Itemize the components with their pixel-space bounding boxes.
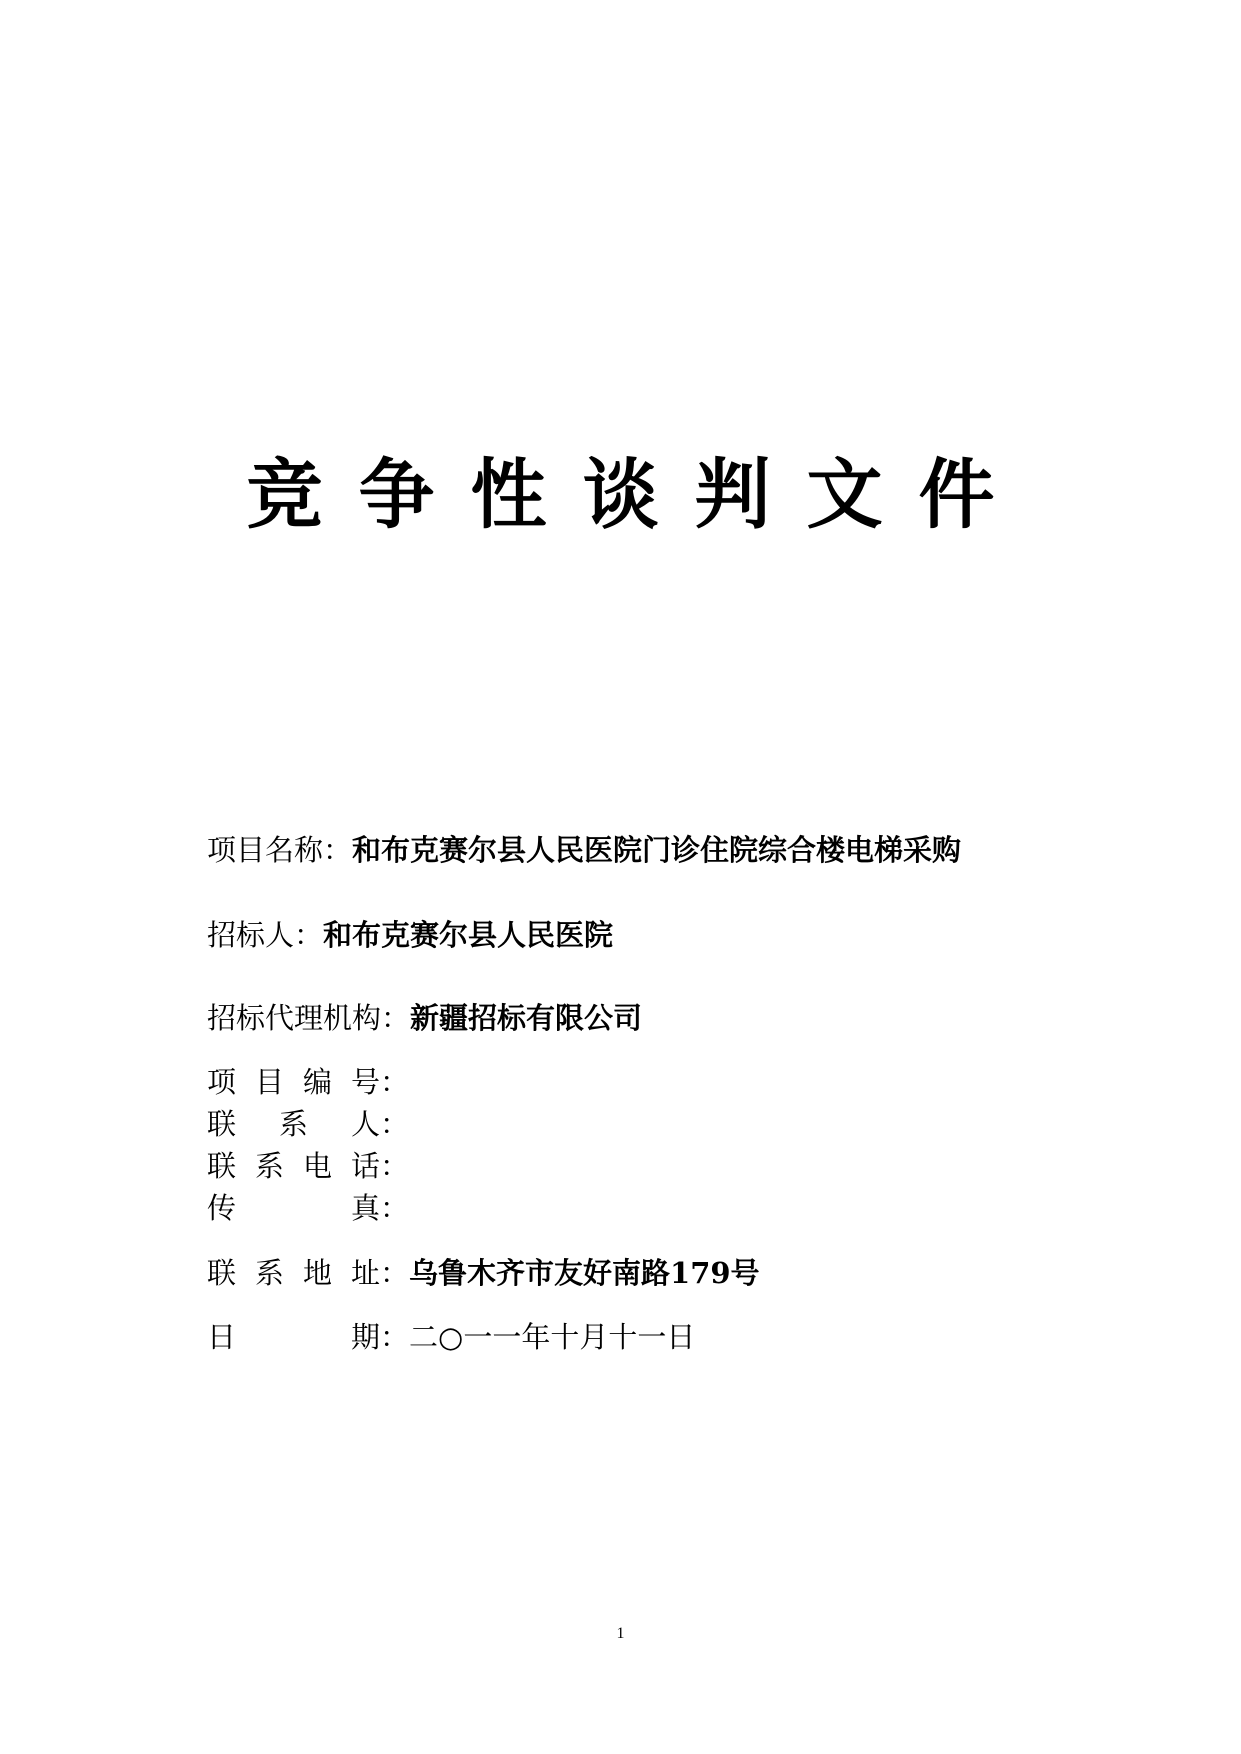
tenderer-value: 和布克赛尔县人民医院 <box>323 918 614 952</box>
fax-colon: ： <box>380 1191 410 1225</box>
address-colon: ： <box>380 1256 410 1290</box>
date-line <box>207 1317 1107 1357</box>
date-label: 日期 <box>207 1320 380 1354</box>
contact-phone-label: 联系电话 <box>207 1149 380 1183</box>
page-number: 1 <box>616 1625 625 1642</box>
agency-line <box>207 998 1107 1038</box>
title-char: 性 <box>470 450 547 539</box>
agency-label: 招标代理机构： <box>207 1001 411 1035</box>
address-value: 乌鲁木齐市友好南路179号 <box>409 1256 760 1290</box>
address-line <box>207 1253 1107 1293</box>
title-char: 文 <box>806 450 883 539</box>
tenderer-label: 招标人： <box>207 918 324 952</box>
tenderer-line <box>207 915 1107 955</box>
date-value: 二○一一年十月十一日 <box>409 1320 696 1354</box>
agency-value: 新疆招标有限公司 <box>410 1001 643 1035</box>
contact-person-line <box>207 1104 1107 1144</box>
fax-line <box>207 1188 1107 1228</box>
project-name-label: 项目名称： <box>207 833 353 867</box>
contact-person-colon: ： <box>380 1107 410 1141</box>
date-colon: ： <box>380 1320 410 1354</box>
project-number-colon: ： <box>380 1065 410 1099</box>
title-char: 争 <box>358 450 435 539</box>
title-char: 谈 <box>582 450 659 539</box>
address-label: 联系地址 <box>207 1256 380 1290</box>
contact-phone-colon: ： <box>380 1149 410 1183</box>
title-char: 件 <box>918 450 995 539</box>
project-name-value: 和布克赛尔县人民医院门诊住院综合楼电梯采购 <box>352 833 962 867</box>
title-char: 判 <box>694 450 771 539</box>
contact-person-label: 联系人 <box>207 1107 380 1141</box>
document-title <box>0 445 1241 545</box>
contact-phone-line <box>207 1146 1107 1186</box>
title-char: 竞 <box>246 450 323 539</box>
fax-label: 传真 <box>207 1191 380 1225</box>
project-name-line <box>207 830 1107 870</box>
project-number-label: 项目编号 <box>207 1065 380 1099</box>
project-number-line <box>207 1062 1107 1102</box>
